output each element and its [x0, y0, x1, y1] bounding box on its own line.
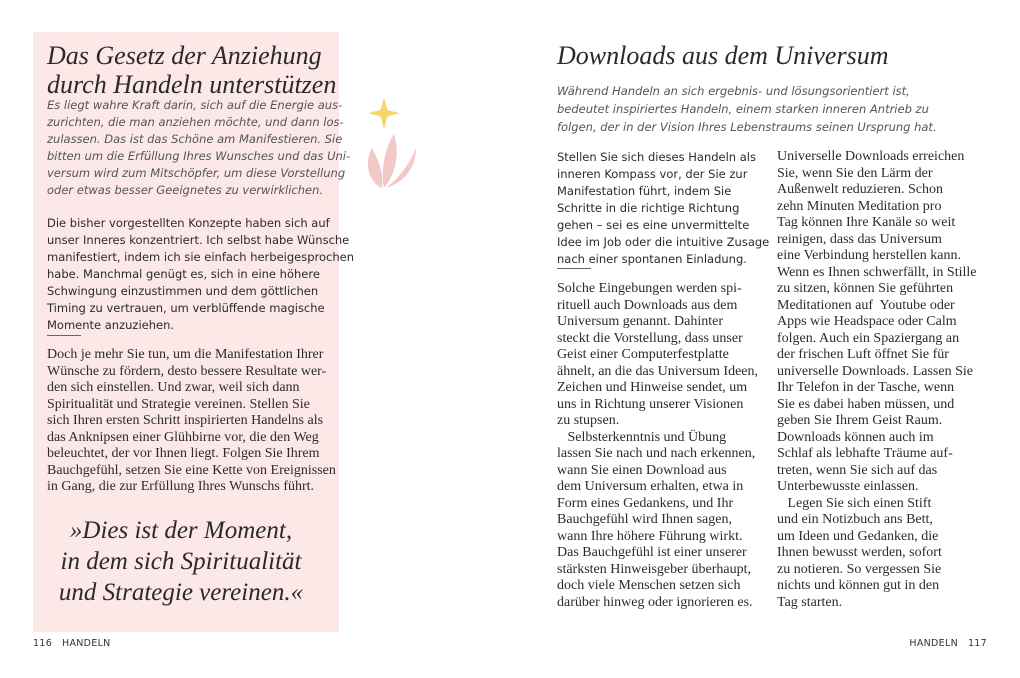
left-intro-line: zurichten, die man anziehen möchte, und dann los- [47, 115, 344, 129]
right-body-line: Idee im Job oder die intuitive Zusage [557, 235, 770, 249]
left-body-line: Doch je mehr Sie tun, um die Manifestation Ihrer [47, 347, 324, 362]
left-body-line: Momente anzuziehen. [47, 318, 175, 332]
left-body-line: unser Inneres konzentriert. Ich selbst habe Wünsche [47, 233, 350, 247]
right-body-line: reinigen, dass das Universum [777, 231, 942, 247]
right-body-line: und ein Notizbuch ans Bett, [777, 512, 933, 527]
right-body-line: steckt die Vorstellung, dass unser [557, 330, 743, 346]
right-body-line: gehen – sei es eine unvermittelte [557, 218, 750, 232]
left-body-line: in Gang, die zur Erfüllung Ihres Wunschs führt. [47, 479, 315, 494]
left-intro-line: oder etwas besser Geeignetes zu verwirklichen. [47, 183, 324, 197]
right-body-line: Sie, wenn Sie den Lärm der [777, 165, 933, 181]
right-body-line: Das Bauchgefühl ist einer unserer [557, 545, 747, 560]
right-body-line: Meditationen auf Youtube oder [777, 297, 955, 313]
right-body-line: treten, wenn Sie sich auf das [777, 462, 938, 478]
pull-quote-line: und Strategie vereinen.« [58, 579, 304, 606]
left-folio [33, 638, 111, 649]
right-body-line: Bauchgefühl wird Ihnen sagen, [557, 512, 732, 527]
right-body-line: Zeichen und Hinweise sendet, um [557, 380, 748, 395]
decoration-graphic [362, 96, 422, 194]
flower-petals-icon [368, 134, 416, 188]
pull-quote-line: in dem sich Spiritualität [60, 548, 302, 575]
right-col2-serif [777, 149, 992, 611]
running-section: HANDELN [909, 638, 958, 649]
right-body-line: um Ideen und Gedanken, die [777, 528, 939, 544]
left-intro-line: zulassen. Das ist das Schöne am Manifestieren. Sie [47, 132, 343, 146]
left-intro [47, 97, 351, 199]
left-section-rule [47, 335, 81, 336]
right-body-line: darüber hinweg oder ignorieren es. [557, 594, 753, 610]
right-body-line: lassen Sie nach und nach erkennen, [557, 446, 756, 461]
right-body-line: nichts und können gut in den [777, 578, 940, 593]
right-folio [909, 638, 987, 649]
right-body-line: doch viele Menschen setzen sich [557, 578, 741, 593]
right-body-line: stärksten Hinweisgeber überhaupt, [557, 561, 751, 577]
left-intro-line: Es liegt wahre Kraft darin, sich auf die Energie aus- [47, 98, 343, 112]
right-body-line: wann Ihre höhere Führung wirkt. [557, 528, 743, 544]
page-number: 116 [33, 638, 53, 649]
right-body-line: Selbsterkenntnis und Übung [557, 429, 727, 445]
right-intro [557, 82, 957, 136]
right-body-line: Ihnen bewusst werden, sofort [777, 545, 942, 560]
right-body-line: Solche Eingebungen werden spi- [557, 281, 742, 296]
right-body-line: Manifestation führt, indem Sie [557, 184, 732, 198]
right-body-line: zu sitzen, können Sie geführten [777, 281, 954, 296]
left-intro-line: bitten um die Erfüllung Ihres Wunsches und das Uni- [47, 149, 351, 163]
right-body-line: zehn Minuten Meditation pro [777, 198, 942, 214]
right-body-line: eine Verbindung herstellen kann. [777, 248, 962, 263]
left-body-line: habe. Manchmal genügt es, sich in eine höhere [47, 267, 320, 281]
left-body-line: Die bisher vorgestellten Konzepte haben sich auf [47, 216, 330, 230]
left-body-sans [47, 215, 355, 334]
right-intro-line: bedeutet inspiriertes Handeln, einem starken inneren Antrieb zu [557, 102, 929, 116]
right-body-line: folgen. Auch ein Spaziergang an [777, 330, 960, 346]
left-body-line: Schwingung einzustimmen und dem göttlichen [47, 284, 319, 298]
right-body-line: zu stupsen. [557, 413, 620, 428]
left-body-line: beleuchtet, der vor Ihnen liegt. Folgen Sie Ihrem [47, 446, 320, 461]
right-body-line: Wenn es Ihnen schwerfällt, in Stille [777, 264, 977, 280]
left-body-line: den sich einstellen. Und zwar, weil sich dann [47, 380, 300, 395]
left-body-line: manifestiert, indem ich sie einfach herbeigesprochen [47, 250, 355, 264]
right-body-line: inneren Kompass vor, der Sie zur [557, 167, 748, 181]
left-body-line: Timing zu vertrauen, um verblüffende magische [47, 301, 325, 315]
left-body-line: Bauchgefühl, setzen Sie eine Kette von Ereignissen [47, 462, 336, 478]
left-title-line: durch Handeln unterstützen [47, 70, 337, 99]
right-title: Downloads aus dem Universum [557, 41, 889, 70]
star-icon [368, 98, 399, 129]
left-body-serif [47, 347, 339, 496]
pull-quote [28, 515, 334, 608]
right-body-line: nach einer spontanen Einladung. [557, 252, 747, 266]
left-title [47, 41, 337, 99]
right-body-line: Sie es dabei haben müssen, und [777, 396, 955, 412]
right-body-line: Ihr Telefon in der Tasche, wenn [777, 380, 955, 395]
right-body-line: zu notieren. So vergessen Sie [777, 561, 942, 577]
right-body-line: Außenwelt reduzieren. Schon [777, 182, 943, 197]
right-body-line: Legen Sie sich einen Stift [777, 495, 932, 511]
right-body-line: Apps wie Headspace oder Calm [777, 314, 957, 329]
right-body-line: Schlaf als lebhafte Träume auf- [777, 446, 953, 461]
right-body-line: Schritte in die richtige Richtung [557, 201, 740, 215]
left-body-line: Spiritualität und Strategie vereinen. Stellen Sie [47, 396, 310, 412]
right-body-line: geben Sie Ihrem Geist Raum. [777, 413, 943, 428]
running-section: HANDELN [62, 638, 111, 649]
right-body-line: dem Universum erhalten, etwa in [557, 479, 744, 494]
right-body-line: der frischen Luft öffnet Sie für [777, 347, 949, 362]
left-body-line: Wünsche zu fördern, desto bessere Resultate wer- [47, 363, 327, 379]
left-body-line: sich Ihren ersten Schritt inspirierten Handelns als [47, 413, 324, 428]
left-title-line: Das Gesetz der Anziehung [47, 41, 322, 70]
right-body-line: ähnelt, an die das Universum Ideen, [557, 363, 758, 379]
right-intro-line: folgen, der in der Vision Ihres Lebenstraums seinen Ursprung hat. [557, 120, 937, 134]
left-intro-line: versum wird zum Mitschöpfer, um diese Vorstellung [47, 166, 346, 180]
right-body-line: Geist einer Computerfestplatte [557, 347, 729, 362]
right-body-line: Universelle Downloads erreichen [777, 149, 965, 164]
right-body-line: Tag starten. [777, 594, 843, 610]
right-section-rule [557, 268, 591, 269]
right-body-line: Form eines Gedankens, und Ihr [557, 495, 734, 511]
left-body-line: das Anknipsen einer Glühbirne vor, die den Weg [47, 429, 319, 445]
right-col1-serif [557, 281, 769, 611]
right-body-line: rituell auch Downloads aus dem [557, 297, 738, 313]
right-body-line: Stellen Sie sich dieses Handeln als [557, 150, 756, 164]
right-body-line: Tag können Ihre Kanäle so weit [777, 215, 956, 230]
right-body-line: Universum genannt. Dahinter [557, 314, 724, 329]
page-number: 117 [967, 638, 987, 649]
pull-quote-line: »Dies ist der Moment, [69, 517, 293, 544]
right-body-line: universelle Downloads. Lassen Sie [777, 363, 973, 379]
right-body-line: Downloads können auch im [777, 429, 934, 445]
right-col1-sans [557, 149, 770, 268]
right-body-line: Unterbewusste einlassen. [777, 479, 919, 494]
right-intro-line: Während Handeln an sich ergebnis- und lösungsorientiert ist, [557, 84, 910, 98]
right-body-line: uns in Richtung unserer Visionen [557, 396, 744, 412]
right-body-line: wann Sie einen Download aus [557, 462, 727, 478]
